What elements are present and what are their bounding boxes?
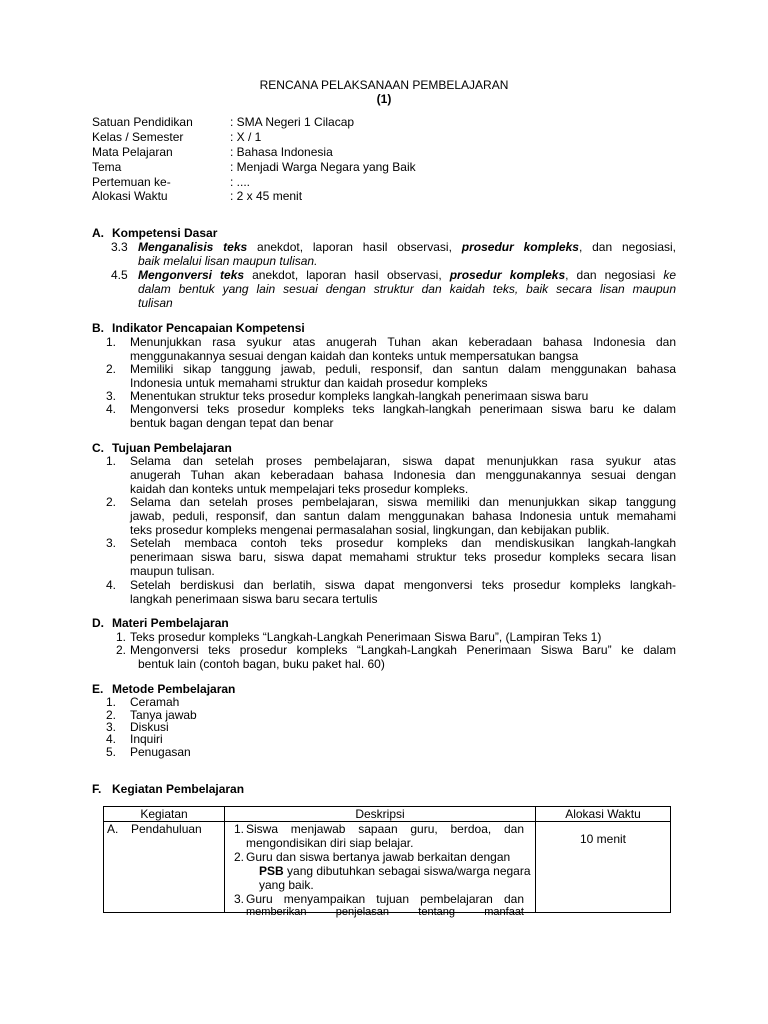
list-item-line: langkah penerimaan siswa baru secara tertulis	[130, 592, 378, 606]
identity-label: Satuan Pendidikan	[92, 115, 193, 129]
kegiatan-table	[103, 806, 671, 918]
kegiatan-letter: A.	[107, 822, 119, 836]
list-item-line: Setelah berdiskusi dan berlatih, siswa dapat mengonversi teks prosedur kompleks langkah-	[130, 578, 676, 592]
step-line: Guru menyampaikan tujuan pembelajaran dan	[246, 892, 524, 906]
list-item-line: anugerah Tuhan akan keberadaan bahasa Indonesia dan menggunakannya sesuai dengan	[130, 468, 676, 482]
list-number: 4.	[106, 578, 117, 592]
document-title: RENCANA PELAKSANAAN PEMBELAJARAN	[259, 78, 509, 92]
kd-line: Menganalisis teks anekdot, laporan hasil observasi, prosedur kompleks, dan negosiasi,	[138, 240, 677, 254]
list-item-line: kaidah dan konteks untuk mempelajari teks prosedur kompleks.	[130, 482, 469, 496]
kd-line: tulisan	[138, 296, 173, 310]
section-letter: C.	[92, 441, 104, 455]
identity-value: : ....	[230, 175, 251, 189]
list-number: 2.	[106, 495, 117, 509]
identity-label: Kelas / Semester	[92, 130, 184, 144]
list-item-line: Selama dan setelah proses pembelajaran, siswa dapat menunjukkan rasa syukur atas	[130, 454, 676, 468]
list-item-line: Tanya jawab	[130, 708, 197, 722]
list-number: 2.	[116, 643, 127, 657]
identity-value: : X / 1	[230, 130, 262, 144]
list-item-line: Mengonversi teks prosedur kompleks teks langkah-langkah penerimaan siswa baru ke dalam	[130, 402, 676, 416]
table-header-row	[104, 807, 671, 822]
list-item-line: Teks prosedur kompleks “Langkah-Langkah Penerimaan Siswa Baru”, (Lampiran Teks 1)	[130, 630, 602, 644]
step-number: 3.	[234, 892, 245, 906]
kd-line: baik melalui lisan maupun tulisan.	[138, 254, 318, 268]
alokasi-cell: 10 menit	[536, 822, 671, 913]
list-number: 2.	[106, 362, 117, 376]
table-header-cell: Alokasi Waktu	[536, 807, 671, 822]
list-item-line: Setelah membaca contoh teks prosedur kompleks dan mendiskusikan langkah-langkah	[130, 536, 676, 550]
identity-label: Alokasi Waktu	[92, 189, 168, 203]
list-item-line: Mengonversi teks prosedur kompleks “Langkah-Langkah Penerimaan Siswa Baru” ke dalam	[130, 643, 676, 657]
list-item-line: Penugasan	[130, 745, 191, 759]
list-number: 4.	[106, 732, 117, 746]
kd-number: 4.5	[111, 268, 128, 282]
identity-label: Pertemuan ke-	[92, 175, 171, 189]
list-item-line: penerimaan siswa baru, siswa dapat memahami struktur teks prosedur kompleks secara lisan	[130, 550, 676, 564]
section-letter: D.	[92, 616, 104, 630]
list-item-line: Selama dan setelah proses pembelajaran, siswa memiliki dan menunjukkan sikap tanggung	[130, 495, 676, 509]
section-title: Kegiatan Pembelajaran	[112, 782, 245, 796]
list-number: 5.	[106, 745, 117, 759]
step-line: mengondisikan diri siap belajar.	[246, 836, 414, 850]
section-title: Kompetensi Dasar	[112, 226, 218, 240]
list-number: 3.	[106, 536, 117, 550]
kd-line: Mengonversi teks anekdot, laporan hasil observasi, prosedur kompleks, dan negosiasi ke	[138, 268, 677, 282]
list-item-line: menggunakannya sesuai dengan kaidah dan konteks untuk mempersatukan bangsa	[130, 349, 579, 363]
section-letter: B.	[92, 321, 104, 335]
deskripsi-cell	[225, 822, 536, 918]
list-item-line: jawab, peduli, responsif, dan santun dalam menggunakan bahasa Indonesia untuk memahami	[130, 509, 676, 523]
identity-value: : Bahasa Indonesia	[230, 145, 333, 159]
list-number: 1.	[106, 695, 117, 709]
kegiatan-label: Pendahuluan	[131, 822, 202, 836]
table-header-cell: Kegiatan	[104, 807, 225, 822]
identity-label: Mata Pelajaran	[92, 145, 173, 159]
table-header-cell: Deskripsi	[225, 807, 536, 822]
list-item-line: maupun tulisan.	[130, 564, 215, 578]
table-row	[104, 822, 671, 913]
section-title: Materi Pembelajaran	[112, 616, 229, 630]
identity-label: Tema	[92, 160, 122, 174]
document-title-number: (1)	[376, 92, 392, 106]
identity-value: : SMA Negeri 1 Cilacap	[230, 115, 355, 129]
list-item-line: bentuk bagan dengan tepat dan benar	[130, 416, 334, 430]
section-title: Indikator Pencapaian Kompetensi	[112, 321, 305, 335]
kd-line: dalam bentuk yang lain sesuai dengan struktur dan kaidah teks, baik secara lisan maupun	[138, 282, 676, 296]
kd-number: 3.3	[111, 240, 128, 254]
step-number: 2.	[234, 850, 245, 864]
list-number: 3.	[106, 389, 117, 403]
step-line: Guru dan siswa bertanya jawab berkaitan dengan	[246, 850, 511, 864]
identity-value: : 2 x 45 menit	[230, 189, 303, 203]
step-line: PSB yang dibutuhkan sebagai siswa/warga negara	[259, 864, 531, 878]
section-title: Metode Pembelajaran	[112, 682, 236, 696]
list-number: 3.	[106, 720, 117, 734]
list-item-line: Diskusi	[130, 720, 169, 734]
list-item-line: Memiliki sikap tanggung jawab, peduli, responsif, dan santun dalam menggunakan bahasa	[130, 362, 676, 376]
list-item-line: Menentukan struktur teks prosedur kompleks langkah-langkah penerimaan siswa baru	[130, 389, 589, 403]
step-line: memberikan penjelasan tentang manfaat	[246, 906, 524, 918]
list-item-line: Inquiri	[130, 732, 163, 746]
list-item-line: Ceramah	[130, 695, 180, 709]
list-number: 4.	[106, 402, 117, 416]
section-letter: E.	[92, 682, 104, 696]
list-item-line: Menunjukkan rasa syukur atas anugerah Tuhan akan keberadaan bahasa Indonesia dan	[130, 335, 676, 349]
section-letter: A.	[92, 226, 104, 240]
section-letter: F.	[92, 782, 102, 796]
step-line: Siswa menjawab sapaan guru, berdoa, dan	[246, 822, 524, 836]
list-number: 1.	[106, 454, 117, 468]
list-number: 1.	[106, 335, 117, 349]
list-item-line: teks prosedur kompleks mengenai permasalahan sosial, lingkungan, dan kebijakan publik.	[130, 523, 610, 537]
list-number: 1.	[116, 630, 127, 644]
step-line: yang baik.	[259, 878, 314, 892]
list-number: 2.	[106, 708, 117, 722]
section-title: Tujuan Pembelajaran	[112, 441, 232, 455]
list-item-line: Indonesia untuk memahami struktur dan kaidah prosedur kompleks	[130, 376, 488, 390]
step-number: 1.	[234, 822, 245, 836]
identity-value: : Menjadi Warga Negara yang Baik	[230, 160, 416, 174]
list-item-line: bentuk lain (contoh bagan, buku paket hal. 60)	[138, 657, 385, 671]
kegiatan-cell	[104, 822, 225, 913]
